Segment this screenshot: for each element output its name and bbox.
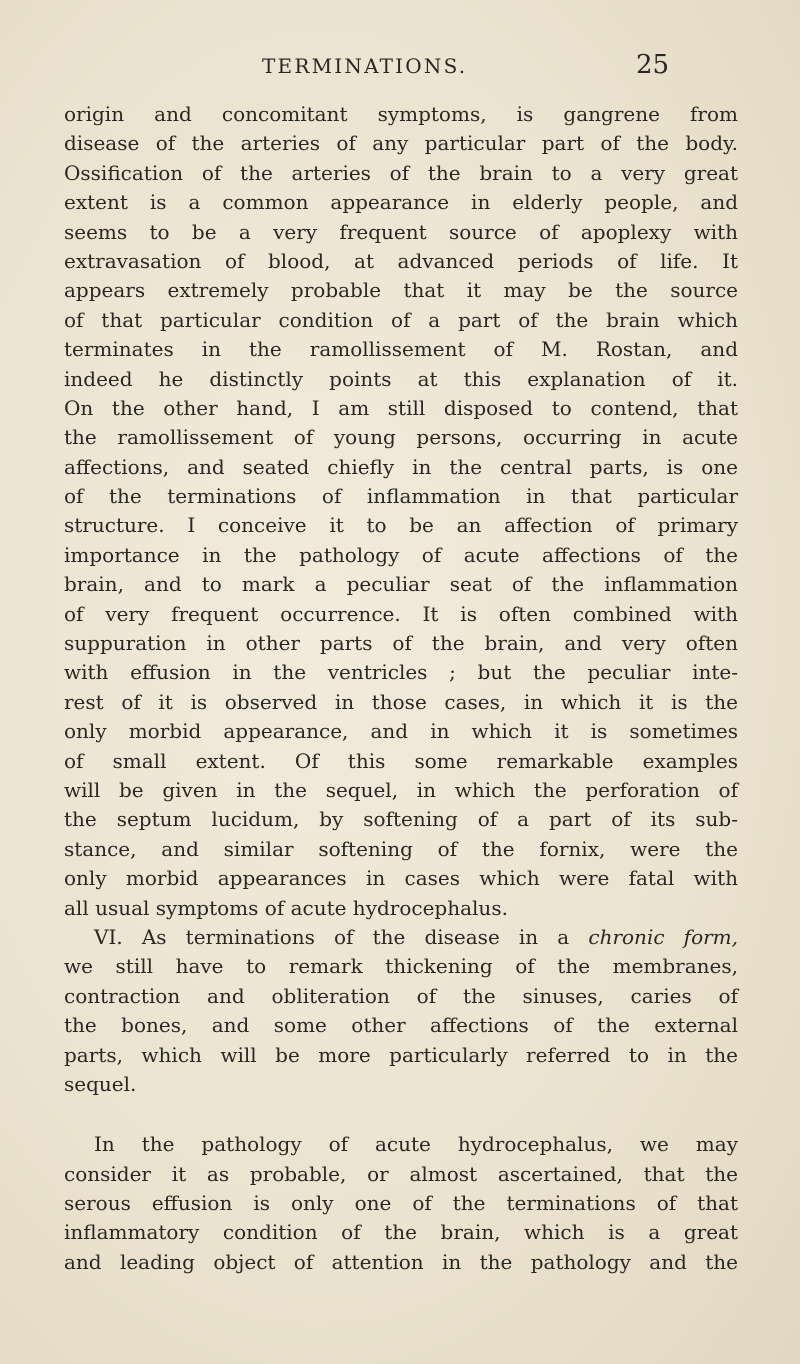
text-line: In the pathology of acute hydrocephalus, we may: [94, 1132, 738, 1157]
text-line: appears extremely probable that it may be the source: [64, 278, 738, 303]
text-line: brain, and to mark a peculiar seat of the inflammation: [64, 572, 738, 597]
text-line: structure. I conceive it to be an affection of primary: [64, 513, 738, 538]
text-run: VI. As terminations of the disease in a: [94, 924, 589, 949]
text-line: of very frequent occurrence. It is often combined with: [64, 601, 738, 626]
paragraph-terminations-gangrene: [64, 100, 738, 923]
text-line: importance in the pathology of acute affections of the: [64, 542, 738, 567]
text-line: suppuration in other parts of the brain, and very often: [64, 631, 738, 656]
text-line: of the terminations of inflammation in that particular: [64, 484, 738, 509]
text-line: with effusion in the ventricles ; but the peculiar inte-: [64, 660, 738, 685]
paragraph-acute-hydrocephalus: [64, 1130, 738, 1277]
paragraph-chronic-form: [64, 923, 738, 1099]
text-line: contraction and obliteration of the sinuses, caries of: [64, 983, 738, 1008]
text-line: will be given in the sequel, in which the perforation of: [64, 777, 738, 802]
text-line: the bones, and some other affections of the external: [64, 1013, 738, 1038]
page-number: 25: [636, 50, 670, 80]
text-line: inflammatory condition of the brain, which is a great: [64, 1220, 738, 1245]
text-line: of small extent. Of this some remarkable examples: [64, 748, 738, 773]
text-line: origin and concomitant symptoms, is gangrene from: [64, 102, 738, 126]
running-title: TERMINATIONS.: [262, 54, 468, 78]
text-line: stance, and similar softening of the fornix, were the: [64, 836, 738, 861]
italic-phrase: chronic form,: [588, 924, 738, 949]
text-line: extravasation of blood, at advanced periods of life. It: [64, 248, 738, 273]
text-line: of that particular condition of a part of the brain which: [64, 307, 738, 332]
text-line: serous effusion is only one of the terminations of that: [64, 1191, 738, 1216]
text-line: all usual symptoms of acute hydrocephalus.: [64, 895, 508, 920]
page-header: [0, 50, 800, 84]
text-line: extent is a common appearance in elderly people, and: [64, 190, 738, 215]
text-line: the septum lucidum, by softening of a part of its sub-: [64, 807, 738, 832]
text-line: On the other hand, I am still disposed to contend, that: [64, 395, 738, 420]
text-line: affections, and seated chiefly in the central parts, is one: [64, 454, 738, 479]
text-line: we still have to remark thickening of the membranes,: [64, 954, 738, 979]
text-line: disease of the arteries of any particular part of the body.: [64, 131, 738, 156]
text-line: rest of it is observed in those cases, in which it is the: [64, 689, 738, 714]
body-text: [64, 100, 738, 1277]
text-line: only morbid appearances in cases which were fatal with: [64, 866, 738, 891]
text-line: seems to be a very frequent source of apoplexy with: [64, 219, 738, 244]
text-line: indeed he distinctly points at this explanation of it.: [64, 366, 738, 391]
text-line: sequel.: [64, 1071, 137, 1096]
text-line: terminates in the ramollissement of M. Rostan, and: [64, 337, 738, 362]
text-line: and leading object of attention in the pathology and the: [64, 1249, 738, 1274]
text-line: only morbid appearance, and in which it is sometimes: [64, 719, 738, 744]
text-line: consider it as probable, or almost ascertained, that the: [64, 1161, 738, 1186]
text-line: the ramollissement of young persons, occurring in acute: [64, 425, 738, 450]
text-line: [64, 923, 738, 952]
text-line: Ossification of the arteries of the brain to a very great: [64, 160, 738, 185]
text-line: parts, which will be more particularly referred to in the: [64, 1042, 738, 1067]
